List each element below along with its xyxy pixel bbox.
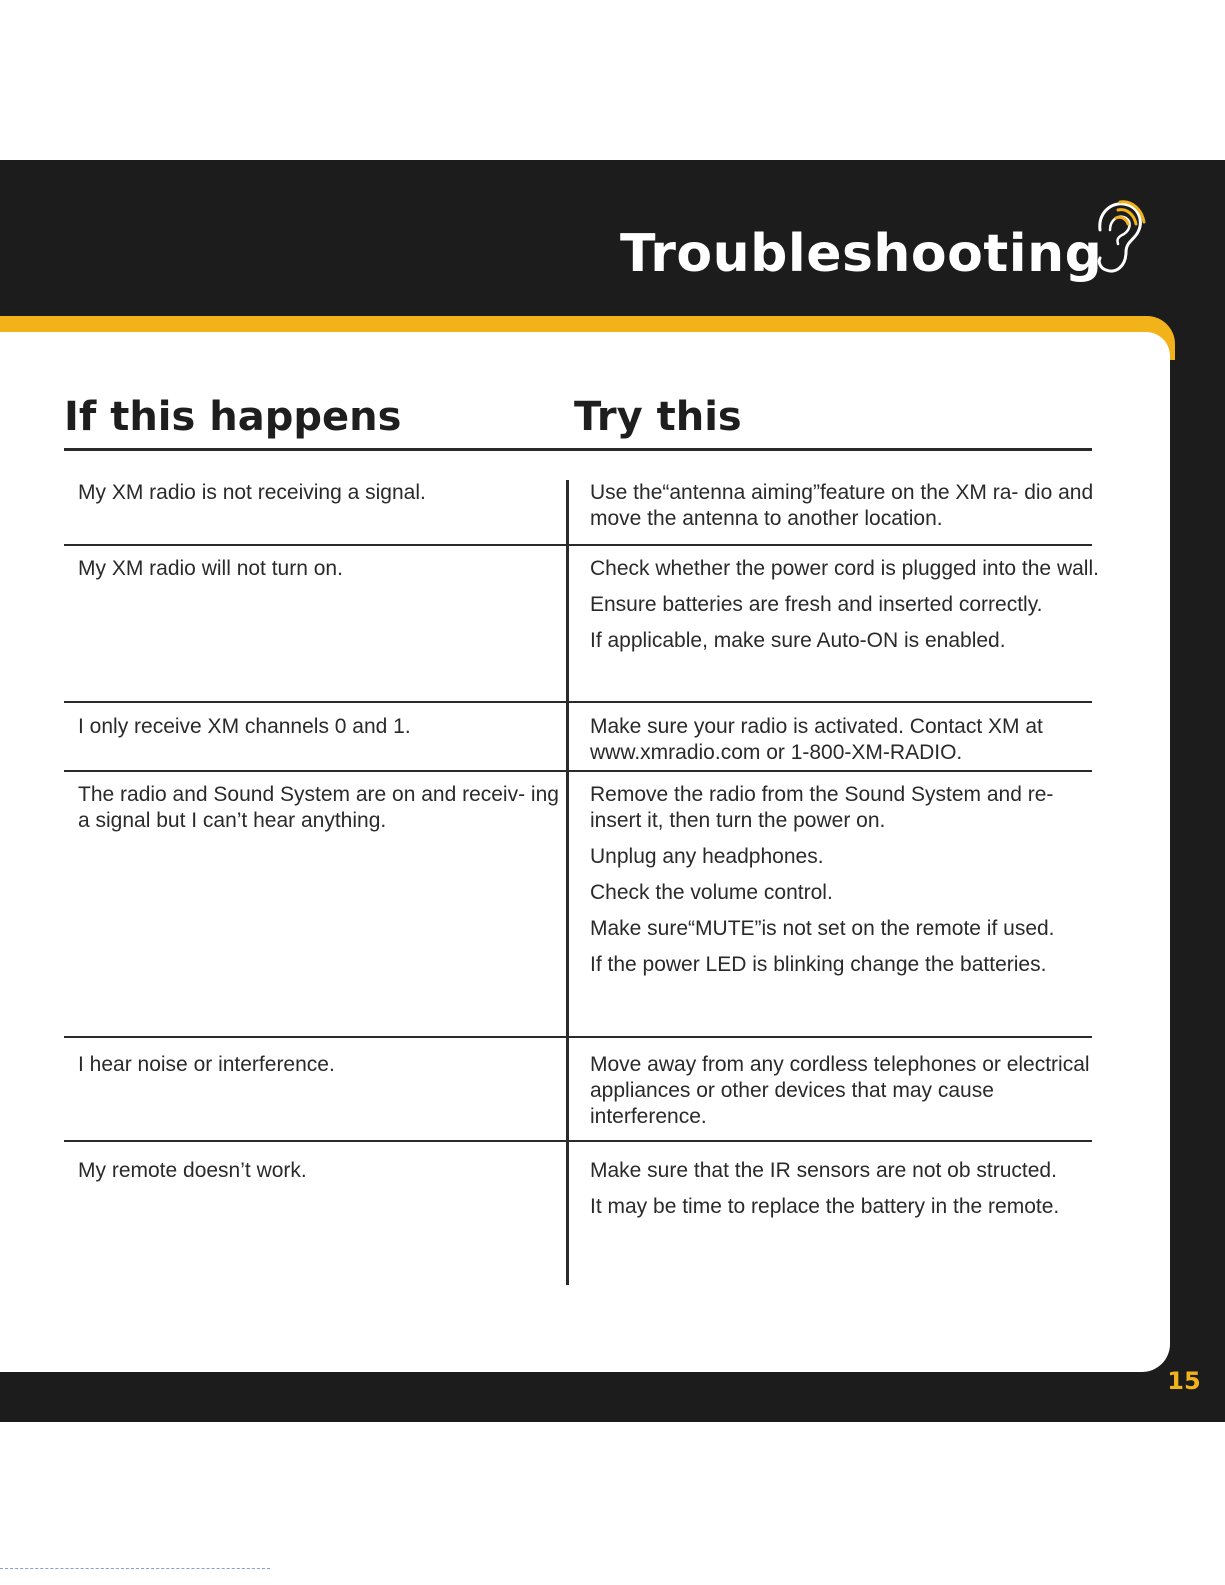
- row-divider: [64, 770, 1092, 772]
- page-title: Troubleshooting: [620, 224, 1103, 284]
- row-divider: [64, 1140, 1092, 1142]
- solution-item: Ensure batteries are fresh and inserted correctly.: [590, 593, 1043, 616]
- solution-cell: [590, 480, 1100, 532]
- ear-icon: [1086, 196, 1146, 280]
- page-number: 15: [1167, 1367, 1201, 1395]
- solution-item: Use the“antenna aiming”feature on the XM ra- dio and move the antenna to another location.: [590, 481, 1094, 530]
- solution-cell: [590, 1052, 1100, 1130]
- solution-item: Unplug any headphones.: [590, 845, 824, 868]
- solution-cell: [590, 782, 1100, 978]
- solution-item: Make sure your radio is activated. Contact XM at www.xmradio.com or 1-800-XM-RADIO.: [590, 715, 1043, 764]
- column-heading-problem: If this happens: [64, 394, 402, 440]
- problem-cell: I only receive XM channels 0 and 1.: [78, 715, 411, 738]
- scan-artifact-line: [0, 1568, 270, 1570]
- problem-cell: My remote doesn’t work.: [78, 1159, 307, 1182]
- problem-cell: The radio and Sound System are on and receiv- ing a signal but I can’t hear anything.: [78, 783, 559, 832]
- solution-cell: [590, 714, 1100, 766]
- solution-item: Check the volume control.: [590, 881, 833, 904]
- solution-item: Check whether the power cord is plugged into the wall.: [590, 557, 1099, 580]
- solution-item: If the power LED is blinking change the batteries.: [590, 953, 1047, 976]
- solution-item: Move away from any cordless telephones or electrical appliances or other devices that may cause interference.: [590, 1053, 1090, 1128]
- solution-item: Make sure that the IR sensors are not ob structed.: [590, 1159, 1057, 1182]
- solution-item: It may be time to replace the battery in the remote.: [590, 1195, 1060, 1218]
- problem-cell: My XM radio is not receiving a signal.: [78, 481, 426, 504]
- solution-item: Remove the radio from the Sound System and re-insert it, then turn the power on.: [590, 783, 1054, 832]
- row-divider: [64, 1036, 1092, 1038]
- solution-item: Make sure“MUTE”is not set on the remote if used.: [590, 917, 1055, 940]
- column-heading-solution: Try this: [574, 394, 742, 440]
- heading-divider: [64, 448, 1092, 451]
- problem-cell: I hear noise or interference.: [78, 1053, 335, 1076]
- problem-cell: My XM radio will not turn on.: [78, 557, 343, 580]
- column-divider: [566, 480, 569, 1285]
- row-divider: [64, 701, 1092, 703]
- row-divider: [64, 544, 1092, 546]
- solution-cell: [590, 556, 1100, 654]
- solution-cell: [590, 1158, 1100, 1220]
- solution-item: If applicable, make sure Auto-ON is enabled.: [590, 629, 1006, 652]
